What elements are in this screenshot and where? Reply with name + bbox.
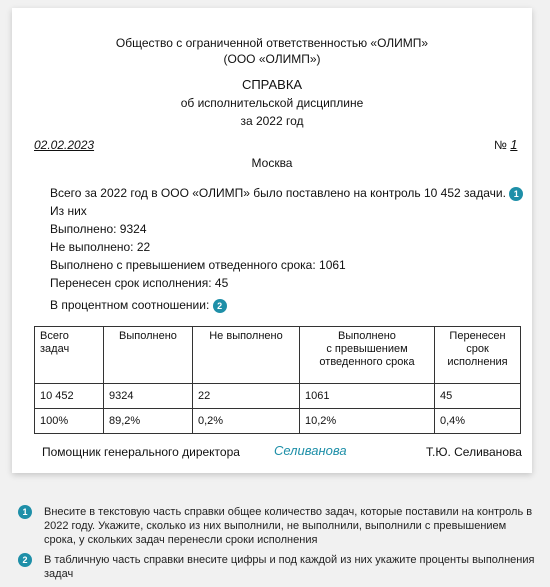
note-item xyxy=(18,505,538,547)
stats-table xyxy=(34,326,521,434)
instruction-notes xyxy=(18,505,538,587)
doc-title: СПРАВКА xyxy=(241,77,303,92)
note-badge-2: 2 xyxy=(18,553,32,567)
percent-heading-line xyxy=(50,298,227,313)
note-badge-1: 1 xyxy=(18,505,32,519)
col-done: Выполнено xyxy=(104,327,193,384)
cell: 9324 xyxy=(104,384,193,409)
cell: 10 452 xyxy=(35,384,104,409)
signatory-name: Т.Ю. Селиванова xyxy=(426,445,522,459)
col-postponed: Перенесен срок исполнения xyxy=(435,327,521,384)
doc-number xyxy=(494,138,517,152)
col-not-done: Не выполнено xyxy=(193,327,300,384)
signatory-position: Помощник генерального директора xyxy=(42,445,240,459)
doc-date: 02.02.2023 xyxy=(34,138,95,152)
document-sheet xyxy=(12,8,532,473)
col-total: Всего задач xyxy=(35,327,104,384)
cell: 0,4% xyxy=(435,409,521,434)
intro-line xyxy=(50,186,523,201)
not-done-line: Не выполнено: 22 xyxy=(50,240,151,254)
percent-heading: В процентном соотношении: xyxy=(50,298,210,312)
cell: 45 xyxy=(435,384,521,409)
note-text: Внесите в текстовую часть справки общее количество задач, которые поставили на контроль в 2022 году. Укажите, сколько из них выполнили, не выполнили, выполнили с превышением срока, у скольких задач перенесли сроки исполнения xyxy=(44,506,533,546)
table-row xyxy=(35,409,521,434)
city: Москва xyxy=(251,156,293,170)
cell: 0,2% xyxy=(193,409,300,434)
table-row xyxy=(35,384,521,409)
note-item xyxy=(18,553,538,581)
cell: 1061 xyxy=(300,384,435,409)
done-line: Выполнено: 9324 xyxy=(50,222,147,236)
intro-text: Всего за 2022 год в ООО «ОЛИМП» было поставлено на контроль 10 452 задачи. xyxy=(50,186,506,200)
cell: 22 xyxy=(193,384,300,409)
number-label: № xyxy=(494,138,507,152)
table-header-row xyxy=(35,327,521,384)
note-text: В табличную часть справки внесите цифры и под каждой из них укажите проценты выполнения задач xyxy=(44,554,535,580)
org-full-name: Общество с ограниченной ответственностью «ОЛИМП» xyxy=(115,36,429,50)
doc-subject: об исполнительской дисциплине xyxy=(180,96,364,110)
badge-2: 2 xyxy=(213,299,227,313)
cell: 10,2% xyxy=(300,409,435,434)
overdue-line: Выполнено с превышением отведенного срока: 1061 xyxy=(50,258,346,272)
cell: 89,2% xyxy=(104,409,193,434)
org-short-name: (ООО «ОЛИМП») xyxy=(223,52,321,66)
signature-mark: Селиванова xyxy=(274,443,347,458)
badge-1: 1 xyxy=(509,187,523,201)
of-them: Из них xyxy=(50,204,87,218)
postponed-line: Перенесен срок исполнения: 45 xyxy=(50,276,229,290)
cell: 100% xyxy=(35,409,104,434)
number-value: 1 xyxy=(510,137,518,152)
doc-period: за 2022 год xyxy=(240,114,304,128)
col-overdue: Выполнено с превышением отведенного срока xyxy=(300,327,435,384)
